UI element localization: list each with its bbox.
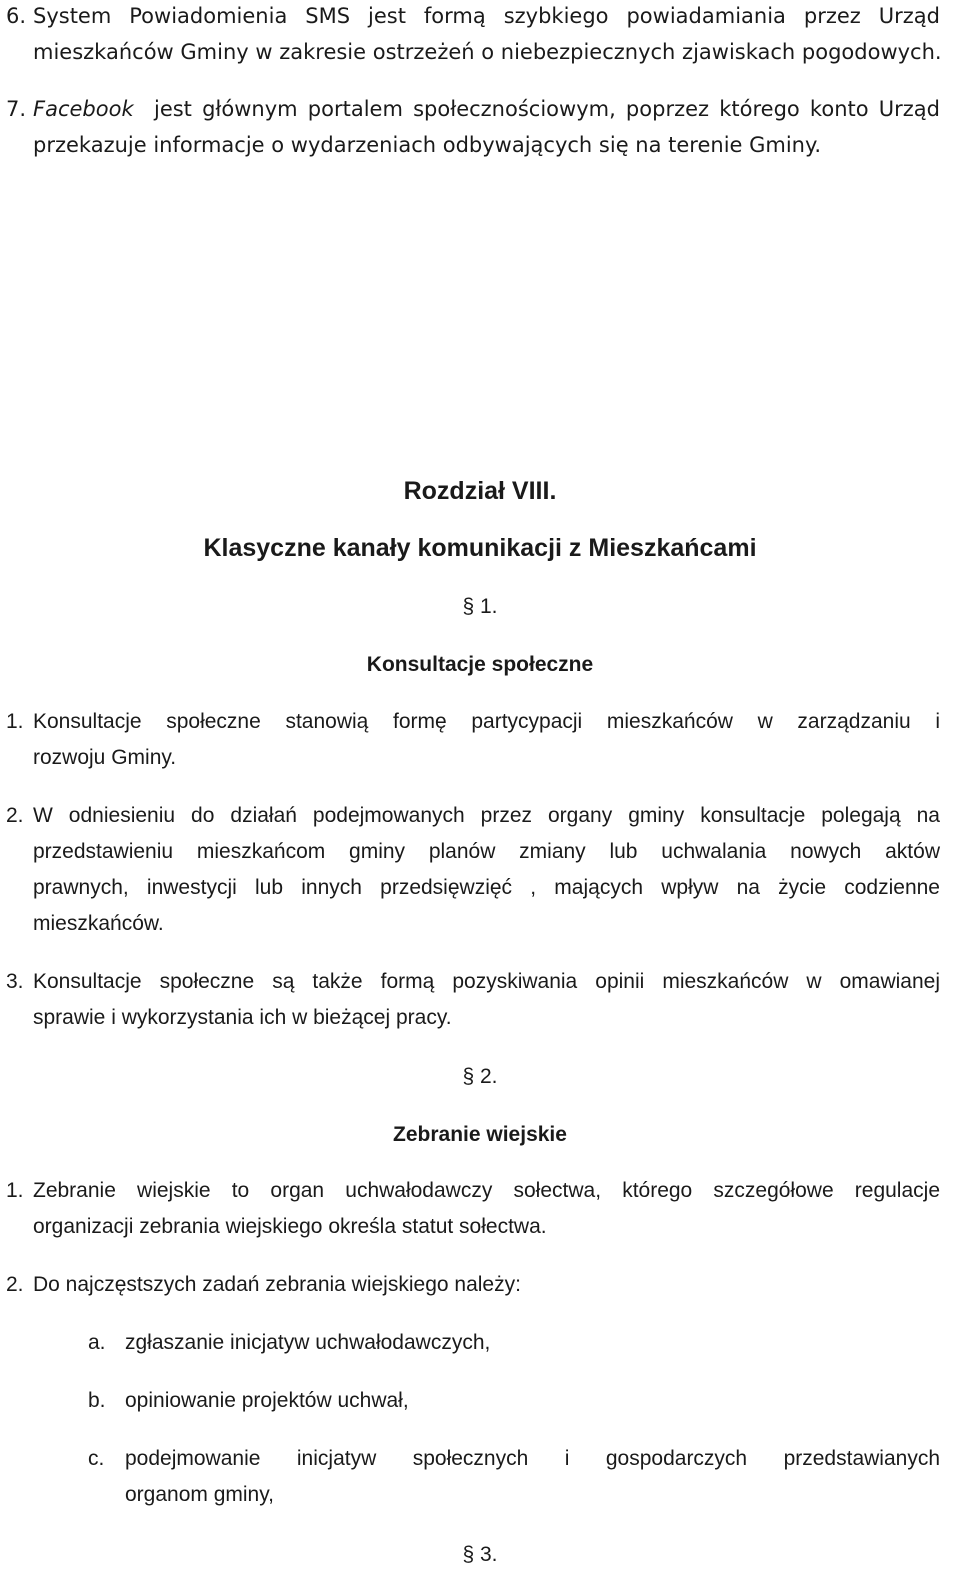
s1-item-2-line-4: mieszkańców. (33, 912, 164, 935)
subitem-letter: c. (88, 1447, 105, 1470)
subitem-letter: b. (88, 1389, 106, 1412)
s1-item-3-line-1: Konsultacje społeczne są także formą pozyskiwania opinii mieszkańców w omawianej (33, 970, 940, 993)
s2-item-1-line-1: Zebranie wiejskie to organ uchwałodawczy sołectwa, którego szczegółowe regulacje (33, 1179, 940, 1202)
item-7-line-1-rest: jest głównym portalem społecznościowym, poprzez którego konto Urząd (153, 97, 940, 121)
facebook-term: Facebook (33, 97, 134, 121)
subitem-a-text: zgłaszanie inicjatyw uchwałodawczych, (125, 1331, 491, 1354)
s1-item-1-line-1: Konsultacje społeczne stanowią formę partycypacji mieszkańców w zarządzaniu i (33, 710, 940, 733)
subitem-c-text-line-1: podejmowanie inicjatyw społecznych i gospodarczych przedstawianych (125, 1447, 940, 1470)
item-6-line-1: System Powiadomienia SMS jest formą szybkiego powiadamiania przez Urząd (33, 4, 940, 28)
s2-item-2-line-1: Do najczęstszych zadań zebrania wiejskiego należy: (33, 1273, 521, 1296)
s1-item-1-line-2: rozwoju Gminy. (33, 746, 177, 769)
s1-item-2-line-1: W odniesieniu do działań podejmowanych przez organy gminy konsultacje polegają na (33, 804, 940, 827)
chapter-subtitle: Klasyczne kanały komunikacji z Mieszkańcami (203, 534, 757, 562)
s1-item-2-line-3: prawnych, inwestycji lub innych przedsięwzięć , mających wpływ na życie codzienne (33, 876, 940, 899)
item-6-line-2: mieszkańców Gminy w zakresie ostrzeżeń o niebezpiecznych zjawiskach pogodowych. (33, 40, 942, 64)
section-1-marker: § 1. (462, 595, 498, 618)
chapter-title: Rozdział VIII. (403, 477, 557, 505)
item-number: 3. (6, 970, 24, 993)
section-2-title: Zebranie wiejskie (393, 1123, 567, 1146)
item-number: 2. (6, 1273, 24, 1296)
item-number: 6. (6, 4, 27, 28)
s1-item-2-line-2: przedstawieniu mieszkańcom gminy planów zmiany lub uchwalania nowych aktów (33, 840, 940, 863)
s1-item-3-line-2: sprawie i wykorzystania ich w bieżącej pracy. (33, 1006, 452, 1029)
subitem-letter: a. (88, 1331, 106, 1354)
item-7-line-2: przekazuje informacje o wydarzeniach odbywających się na terenie Gminy. (33, 133, 822, 157)
item-number: 7. (6, 97, 27, 121)
section-3-marker: § 3. (462, 1543, 498, 1566)
subitem-c-text-line-2: organom gminy, (125, 1483, 275, 1506)
section-2-marker: § 2. (462, 1065, 498, 1088)
section-1-title: Konsultacje społeczne (366, 653, 594, 676)
item-number: 1. (6, 710, 24, 733)
subitem-b-text: opiniowanie projektów uchwał, (125, 1389, 409, 1412)
item-number: 2. (6, 804, 24, 827)
item-number: 1. (6, 1179, 24, 1202)
s2-item-1-line-2: organizacji zebrania wiejskiego określa statut sołectwa. (33, 1215, 547, 1238)
item-7-line-1 (33, 96, 940, 122)
